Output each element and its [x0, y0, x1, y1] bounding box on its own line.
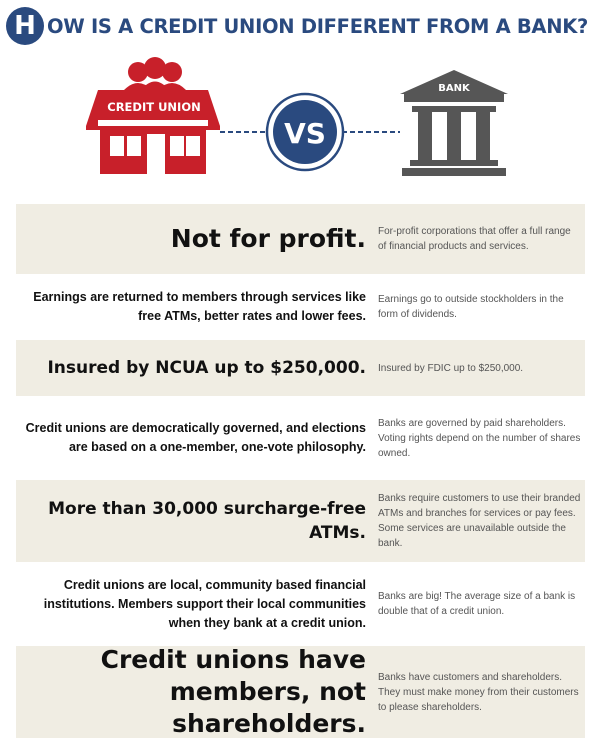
comparison-row: [16, 204, 585, 274]
page-title: OW IS A CREDIT UNION DIFFERENT FROM A BANK?: [47, 14, 589, 38]
title-initial-badge: H: [6, 7, 44, 45]
vs-label: VS: [284, 117, 326, 150]
credit-union-point: Credit unions are democratically governed, and elections are based on a one-member, one-vote philosophy.: [25, 421, 366, 454]
credit-union-point: Earnings are returned to members through services like free ATMs, better rates and lower fees.: [33, 290, 366, 323]
comparison-illustration: [0, 50, 595, 190]
credit-union-point: Credit unions are local, community based financial institutions. Members support their local communities when they bank at a credit union.: [43, 577, 366, 630]
bank-point: For-profit corporations that offer a full range of financial products and services.: [378, 226, 571, 252]
bank-point: Banks require customers to use their branded ATMs and branches for services or pay fees. Some services are unavailable outside the bank.: [378, 493, 581, 549]
comparison-row: [16, 646, 585, 738]
comparison-table: [16, 204, 585, 738]
comparison-row: [16, 480, 585, 562]
bank-label: BANK: [438, 83, 470, 94]
credit-union-point: Not for profit.: [170, 224, 366, 253]
credit-union-point: Insured by NCUA up to $250,000.: [47, 358, 366, 378]
bank-point: Banks have customers and shareholders. They must make money from their customers to please shareholders.: [378, 671, 579, 713]
bank-point: Insured by FDIC up to $250,000.: [378, 362, 524, 374]
comparison-row: [16, 396, 585, 480]
page-header: [6, 6, 588, 46]
credit-union-building-icon: [86, 57, 220, 174]
credit-union-label: CREDIT UNION: [107, 100, 201, 114]
credit-union-point: More than 30,000 surcharge-free ATMs.: [48, 499, 366, 543]
bank-point: Earnings go to outside stockholders in the form of dividends.: [378, 294, 564, 320]
comparison-row: [16, 562, 585, 646]
credit-union-point: Credit unions have members, not shareholders.: [100, 645, 366, 738]
comparison-row: [16, 274, 585, 340]
bank-point: Banks are big! The average size of a bank is double that of a credit union.: [378, 591, 576, 617]
comparison-row: [16, 340, 585, 396]
bank-point: Banks are governed by paid shareholders. Voting rights depend on the number of shares owned.: [378, 417, 581, 459]
